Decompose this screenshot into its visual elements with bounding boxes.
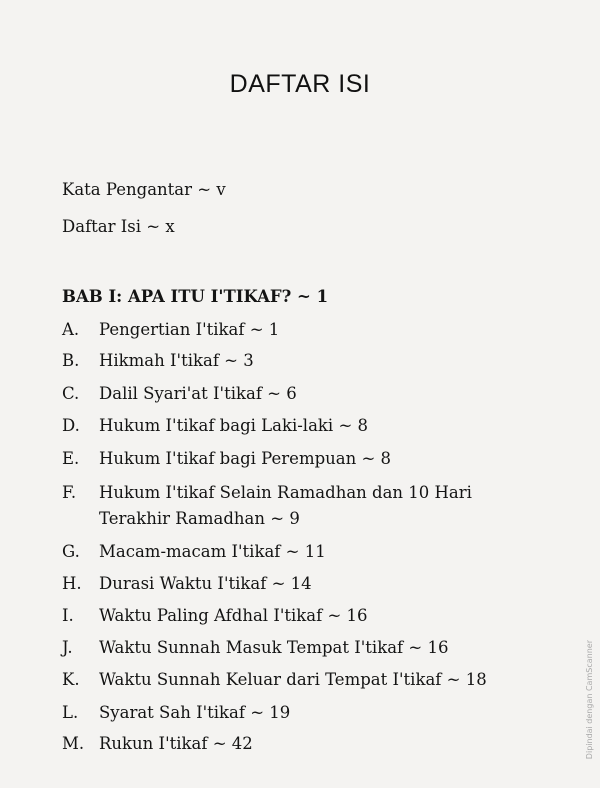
toc-item-text: Hukum I'tikaf Selain Ramadhan dan 10 Hari [99, 483, 472, 502]
toc-item-text: Waktu Sunnah Keluar dari Tempat I'tikaf ~ 18 [99, 670, 487, 689]
toc-item-text: Hikmah I'tikaf ~ 3 [99, 351, 254, 370]
toc-item-letter: E. [62, 449, 80, 468]
toc-item-text: Dalil Syari'at I'tikaf ~ 6 [99, 384, 297, 403]
toc-item-text: Waktu Sunnah Masuk Tempat I'tikaf ~ 16 [99, 638, 449, 657]
toc-item-text: Pengertian I'tikaf ~ 1 [99, 320, 280, 339]
toc-item-text: Durasi Waktu I'tikaf ~ 14 [99, 574, 312, 593]
toc-item-letter: G. [62, 542, 80, 561]
toc-item-letter: A. [62, 320, 80, 339]
toc-item-text-continuation: Terakhir Ramadhan ~ 9 [99, 509, 300, 528]
toc-item-text: Hukum I'tikaf bagi Perempuan ~ 8 [99, 449, 392, 468]
toc-item-letter: I. [62, 606, 74, 625]
toc-front-kata-pengantar: Kata Pengantar ~ v [62, 180, 226, 199]
scanner-watermark: Dipindai dengan CamScanner [585, 640, 594, 760]
toc-item-letter: L. [62, 703, 79, 722]
page-title: DAFTAR ISI [229, 70, 371, 98]
toc-item-letter: B. [62, 351, 80, 370]
toc-item-letter: J. [62, 638, 73, 657]
toc-item-letter: C. [62, 384, 80, 403]
toc-item-letter: K. [62, 670, 80, 689]
toc-item-text: Hukum I'tikaf bagi Laki-laki ~ 8 [99, 416, 369, 435]
toc-item-letter: F. [62, 483, 77, 502]
toc-item-letter: D. [62, 416, 80, 435]
toc-item-letter: M. [62, 734, 85, 753]
toc-front-daftar-isi: Daftar Isi ~ x [62, 217, 175, 236]
toc-chapter-heading: BAB I: APA ITU I'TIKAF? ~ 1 [62, 287, 329, 306]
toc-item-letter: H. [62, 574, 82, 593]
toc-item-text: Rukun I'tikaf ~ 42 [99, 734, 253, 753]
toc-item-text: Macam-macam I'tikaf ~ 11 [99, 542, 326, 561]
toc-item-text: Syarat Sah I'tikaf ~ 19 [99, 703, 291, 722]
toc-item-text: Waktu Paling Afdhal I'tikaf ~ 16 [99, 606, 368, 625]
